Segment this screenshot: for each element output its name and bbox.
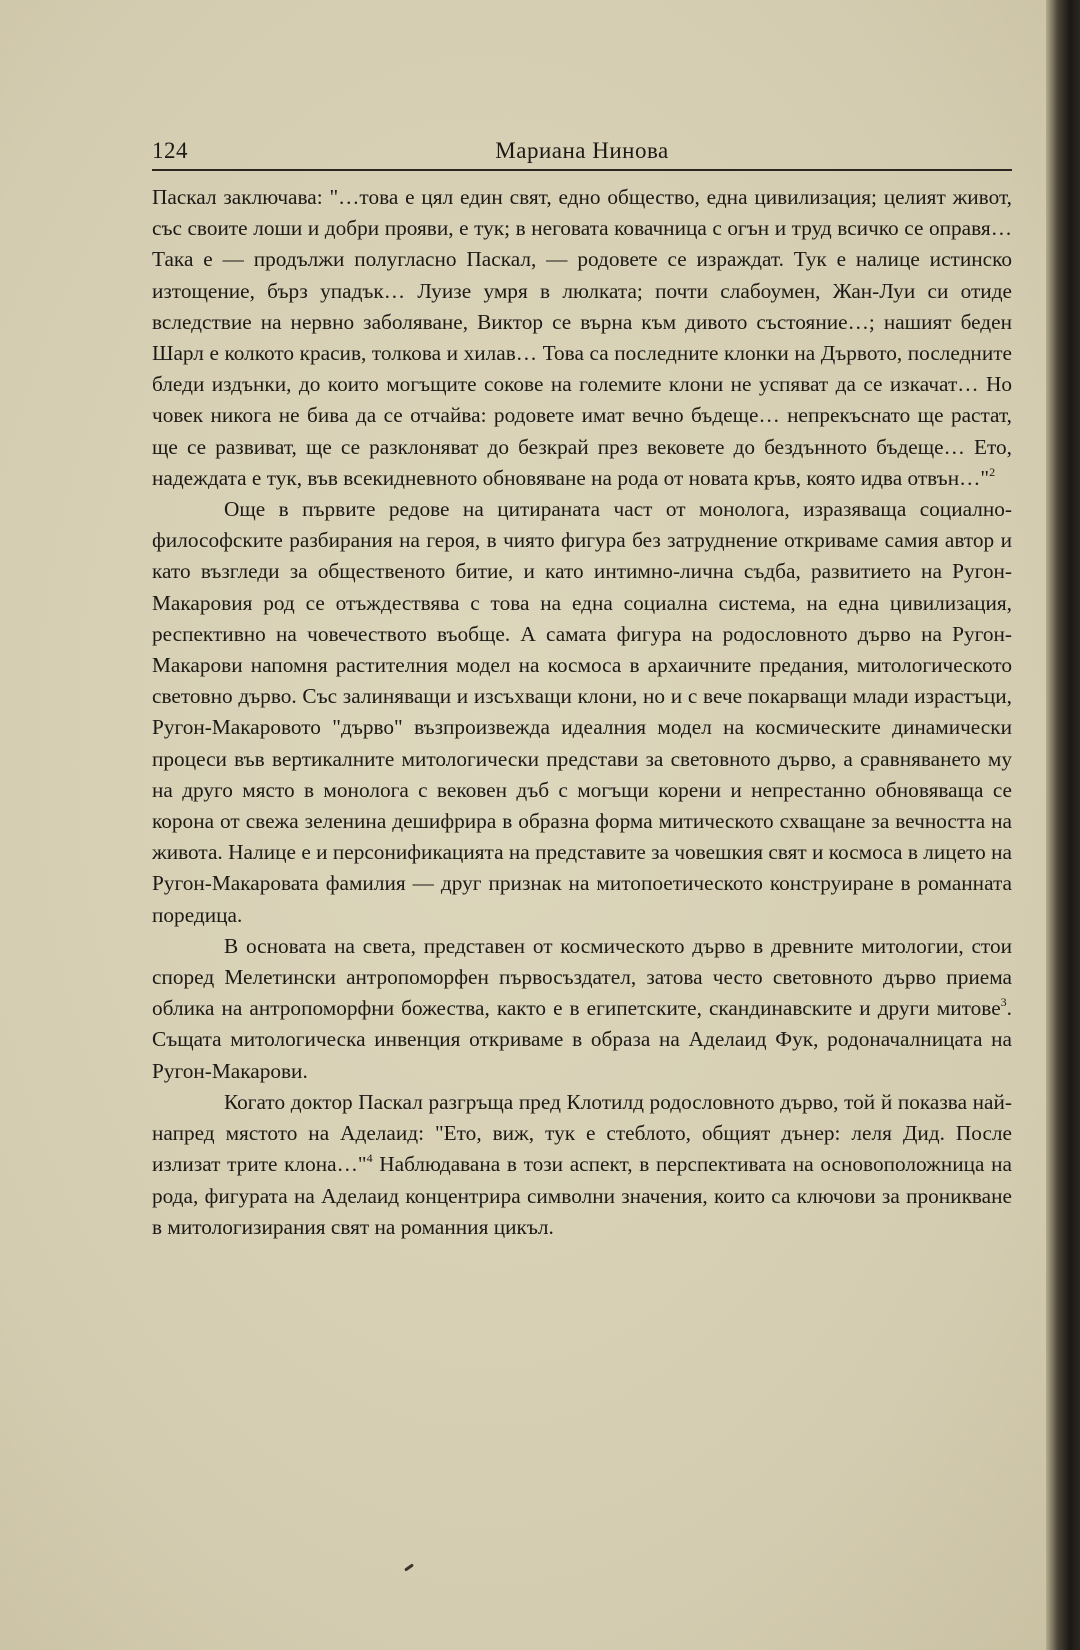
- paragraph-text-continued: . Същата митологическа инвенция откриваме в образа на Аделаид Фук, родоначалницата на Ругон-Макарови.: [152, 996, 1012, 1083]
- paragraph-text: Паскал заключава: "…това е цял един свят, едно общество, една цивилизация; целият живот, със своите лоши и добри прояви, е тук; в неговата ковачница с огън и труд всичко се оправя… Така е — продължи полугласно Паскал, — родовете се израждат. Тук е налице истинско изтощение, бърз упадък… Луизе умря в люлката; почти слабоумен, Жан-Луи си отиде вследствие на нервно заболяване, Виктор се върна към дивото състояние…; нашият беден Шарл е колкото красив, толкова и хилав… Това са последните клонки на Дървото, последните бледи издънки, до които могъщите сокове на големите клони не успяват да се изкачат… Но човек никога не бива да се отчайва: родовете имат вечно бъдеще… непрекъснато ще растат, ще се развиват, ще се разклоняват до безкрай през вековете до бездънното бъдеще… Ето, надеждата е тук, във всекидневното обновяване на рода от новата кръв, която идва отвън…": [152, 185, 1012, 490]
- paragraph-adelaide: [152, 1087, 1012, 1243]
- footnote-marker: 2: [989, 464, 996, 479]
- paragraph-text: В основата на света, представен от космическото дърво в древните митологии, стои според Мелетински антропоморфен първосъздател, затова често световното дърво приема облика на антропоморфни божества, както е в египетските, скандинавските и други митове: [152, 933, 1012, 1021]
- body-text: [152, 182, 1012, 1243]
- paragraph-text: Когато доктор Паскал разгръща пред Клотилд родословното дърво, той й показва най-напред мястото на Аделаид: "Ето, виж, тук е стеблото, общият дънер: леля Дид. После излизат трите клона…": [152, 1089, 1012, 1177]
- paragraph-text-continued: Наблюдавана в този аспект, в перспективата на основоположница на рода, фигурата на Аделаид концентрира символни значения, които са ключови за проникване в митологизирания свят на романния цикъл.: [152, 1152, 1012, 1239]
- page-number: 124: [152, 138, 188, 163]
- book-spine-shadow: [1046, 0, 1080, 1650]
- running-head-author: Мариана Нинова: [495, 138, 669, 163]
- footnote-marker: 3: [1000, 995, 1007, 1010]
- paragraph-analysis: [152, 494, 1012, 931]
- footnote-marker: 4: [366, 1151, 373, 1166]
- paragraph-text: Още в първите редове на цитираната част от монолога, изразяваща социално-философските разбирания на героя, в чиято фигура без затруднение откриваме самия автор и като възгледи за общественото битие, и като интимно-лична съдба, развитието на Ругон-Макаровия род се отъждествява с това на една социална система, на една цивилизация, респективно на човечеството въобще. А самата фигура на родословното дърво на Ругон-Макарови напомня растителния модел на космоса в архаичните предания, митологическото световно дърво. Със залиняващи и изсъхващи клони, но и с вече покарващи млади израстъци, Ругон-Макаровото "дърво" възпроизвежда идеалния модел на космическите динамически процеси във вертикалните митологически представи за световното дърво, а сравняването му на друго място в монолога с вековен дъб с могъщи корени и непрестанно обновяваща се корона от свежа зеленина дешифрира в образна форма митическото схващане за вечността на живота. Налице е и персонификацията на представите за човешкия свят и космоса в лицето на Ругон-Макаровата фамилия — друг признак на митопоетическото конструиране в романната поредица.: [152, 497, 1012, 927]
- header-rule: [152, 169, 1012, 171]
- paragraph-meletinsky: [152, 931, 1012, 1087]
- page-header: [152, 138, 1012, 170]
- paragraph-quote: [152, 182, 1012, 494]
